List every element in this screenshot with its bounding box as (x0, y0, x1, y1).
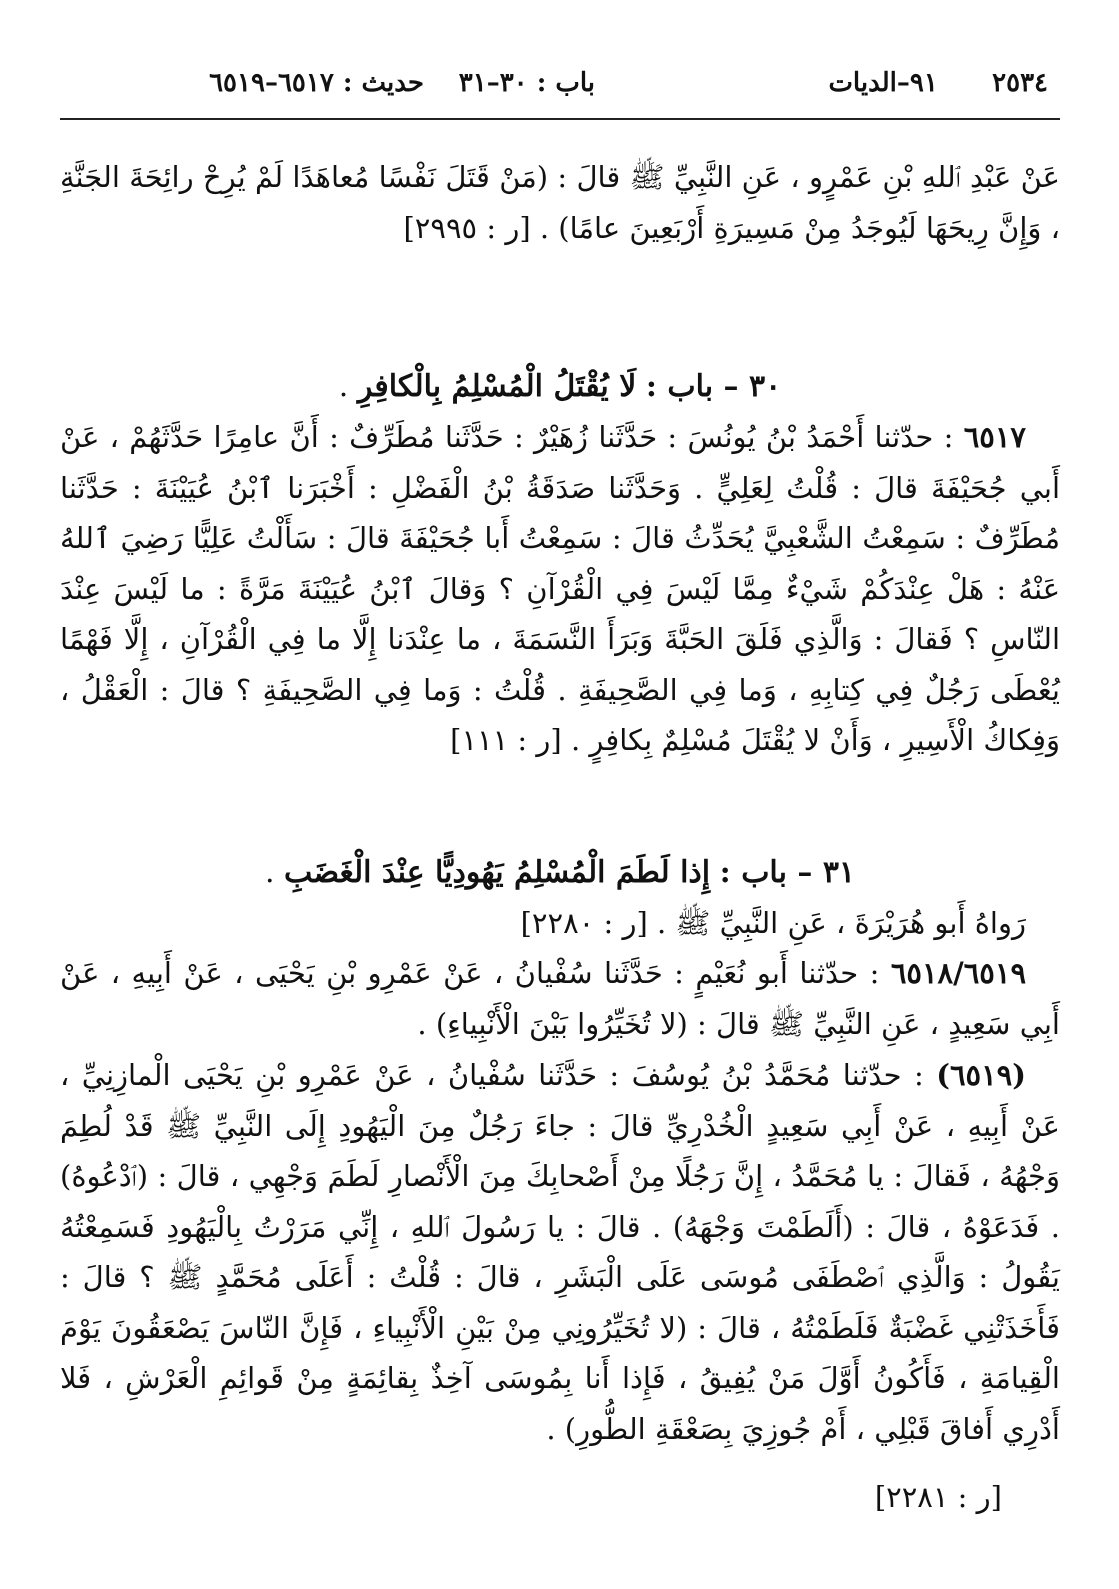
chapter-heading-30 (60, 362, 1060, 412)
hadith-continuation-text: عَنْ عَبْدِ ٱللهِ بْنِ عَمْرٍو ، عَنِ النَّبِيِّ ﷺ قالَ : (مَنْ قَتَلَ نَفْسًا مُعاهَدًا لَمْ يُرِحْ رائِحَةَ الجَنَّةِ ، وَإِنَّ رِيحَهَا لَيُوجَدُ مِنْ مَسِيرَةِ أَرْبَعِينَ عامًا) . (60, 160, 1060, 245)
hadith-continuation (60, 152, 1060, 253)
cross-reference: [ر : ٢٢٨١] (874, 1480, 1002, 1514)
hadith-6519 (60, 1050, 1060, 1454)
cross-reference: [ر : ١١١] (450, 723, 562, 757)
hadith-6517 (60, 412, 1060, 766)
hadith-number: ٦٥١٨/٦٥١٩ (890, 956, 1027, 990)
chapter-heading-31 (60, 848, 1060, 898)
chapter-title: إِذا لَطَمَ الْمُسْلِمُ يَهُودِيًّا عِنْدَ الْغَضَبِ (284, 855, 711, 890)
chapter-end: . (338, 369, 349, 404)
hadith-number: (٦٥١٩) (936, 1058, 1026, 1092)
book-title: ٩١–الديات (828, 68, 938, 98)
riwayah-text: رَواهُ أَبو هُرَيْرَةَ ، عَنِ النَّبِيِّ ﷺ . (656, 906, 1026, 940)
cross-reference: [ر : ٢٩٩٥] (403, 210, 531, 245)
running-header (60, 40, 1060, 120)
chapter-title: لَا يُقْتَلُ الْمُسْلِمُ بِالْكافِرِ (357, 369, 637, 404)
chapter-end: . (264, 855, 275, 890)
hadith-number: ٦٥١٧ (963, 420, 1027, 454)
hadith-text: : حدّثنا مُحَمَّدُ بْنُ يُوسُفَ : حَدَّثَنا سُفْيانُ ، عَنْ عَمْرِو بْنِ يَحْيَى الْمازِنِيِّ ، عَنْ أَبِيهِ ، عَنْ أَبِي سَعِيدٍ الْخُدْرِيِّ قالَ : جاءَ رَجُلٌ مِنَ الْيَهُودِ إِلَى النَّبِيِّ ﷺ قَدْ لُطِمَ وَجْهُهُ ، فَقالَ : يا مُحَمَّدُ ، إِنَّ رَجُلًا مِنْ أَصْحابِكَ مِنَ الْأَنْصارِ لَطَمَ وَجْهِي ، قالَ : (ٱدْعُوهُ) . فَدَعَوْهُ ، قالَ : (أَلَطَمْتَ وَجْهَهُ) . قالَ : يا رَسُولَ ٱللهِ ، إِنِّي مَرَرْتُ بِالْيَهُودِ فَسَمِعْتُهُ يَقُولُ : وَالَّذِي ٱصْطَفَى مُوسَى عَلَى الْبَشَرِ ، قالَ : قُلْتُ : أَعَلَى مُحَمَّدٍ ﷺ ؟ قالَ : فَأَخَذَتْنِي غَضْبَةٌ فَلَطَمْتُهُ ، قالَ : (لا تُخَيِّرُونِي مِنْ بَيْنِ الْأَنْبِياءِ ، فَإِنَّ النّاسَ يَصْعَقُونَ يَوْمَ الْقِيامَةِ ، فَأَكُونُ أَوَّلَ مَنْ يُفِيقُ ، فَإِذا أَنا بِمُوسَى آخِذٌ بِقائِمَةٍ مِنْ قَوائِمِ الْعَرْشِ ، فَلا أَدْرِي أَفاقَ قَبْلِي ، أَمْ جُوزِيَ بِصَعْقَةِ الطُّورِ) . (60, 1058, 1060, 1446)
hadith-6518 (60, 948, 1060, 1049)
hadith-text: : حدّثنا أَبو نُعَيْمٍ : حَدَّثَنا سُفْيانُ ، عَنْ عَمْرِو بْنِ يَحْيَى ، عَنْ أَبِيهِ ، عَنْ أَبِي سَعِيدٍ ، عَنِ النَّبِيِّ ﷺ قالَ : (لا تُخَيِّرُوا بَيْنَ الْأَنْبِياءِ) . (60, 956, 1060, 1041)
header-page-and-book (828, 68, 1048, 98)
header-hadith-range: حديث : ٦٥١٧–٦٥١٩ (209, 68, 424, 98)
riwayah-note (60, 898, 1060, 949)
header-bab-range: باب : ٣٠–٣١ (458, 68, 595, 98)
chapter-number: ٣١ – باب : (719, 855, 856, 890)
book-page (60, 40, 1060, 1560)
hadith-text: : حدّثنا أَحْمَدُ بْنُ يُونُسَ : حَدَّثَنا زُهَيْرٌ : حَدَّثَنا مُطَرِّفٌ : أَنَّ عامِرًا حَدَّثَهُمْ ، عَنْ أَبي جُحَيْفَةَ قالَ : قُلْتُ لِعَلِيٍّ . وَحَدَّثَنا صَدَقَةُ بْنُ الْفَضْلِ : أَخْبَرَنا ٱبْنُ عُيَيْنَةَ : حَدَّثَنا مُطَرِّفٌ : سَمِعْتُ الشَّعْبِيَّ يُحَدِّثُ قالَ : سَمِعْتُ أَبا جُحَيْفَةَ قالَ : سَأَلْتُ عَلِيًّا رَضِيَ ٱللهُ عَنْهُ : هَلْ عِنْدَكُمْ شَيْءٌ مِمَّا لَيْسَ فِي الْقُرْآنِ ؟ وَقالَ ٱبْنُ عُيَيْنَةَ مَرَّةً : ما لَيْسَ عِنْدَ النّاسِ ؟ فَقالَ : وَالَّذِي فَلَقَ الحَبَّةَ وَبَرَأَ النَّسَمَةَ ، ما عِنْدَنا إِلَّا ما فِي الْقُرْآنِ ، إِلَّا فَهْمًا يُعْطَى رَجُلٌ فِي كِتابِهِ ، وَما فِي الصَّحِيفَةِ . قُلْتُ : وَما فِي الصَّحِيفَةِ ؟ قالَ : الْعَقْلُ ، وَفِكاكُ الْأَسِيرِ ، وَأَنْ لا يُقْتَلَ مُسْلِمٌ بِكافِرٍ . (60, 420, 1060, 757)
page-number: ٢٥٣٤ (992, 68, 1048, 98)
cross-reference: [ر : ٢٢٨٠] (520, 906, 648, 940)
chapter-number: ٣٠ – باب : (645, 369, 782, 404)
